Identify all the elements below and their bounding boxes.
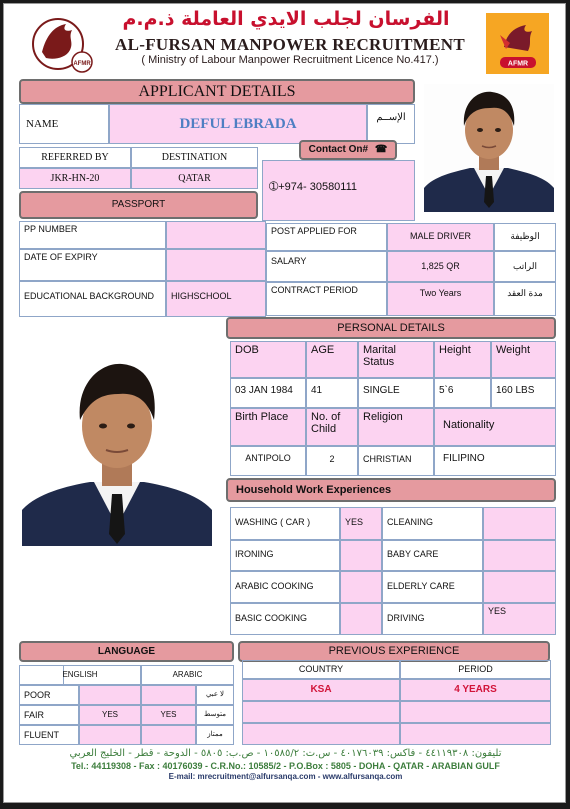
previous-row-2-period [400, 701, 551, 723]
marital-label: Marital Status [358, 341, 434, 378]
previous-experience-header [238, 641, 550, 662]
previous-row-3-country [242, 723, 400, 745]
previous-row-2-country [242, 701, 400, 723]
name-value-text: DEFUL EBRADA [179, 116, 297, 132]
salary-value: 1,825 QR [387, 251, 494, 282]
applicant-photo-large [22, 358, 212, 546]
birthplace-value: ANTIPOLO [230, 446, 306, 476]
contract-label: CONTRACT PERIOD [266, 282, 387, 316]
previous-row-1-period: 4 YEARS [400, 679, 551, 701]
nationality-label: Nationality [434, 408, 556, 446]
education-label: EDUCATIONAL BACKGROUND [19, 281, 166, 317]
footer-tel: Tel.: 44119308 - Fax : 40176039 - C.R.No.: 10585/2 - P.O.Box : 5805 - DOHA - QATAR - ARABIAN GULF [71, 761, 500, 771]
footer [4, 748, 566, 788]
driving-value: YES [483, 603, 556, 635]
contract-value: Two Years [387, 282, 494, 316]
company-name: AL-FURSAN MANPOWER RECRUITMENT [115, 35, 465, 54]
letterhead [4, 4, 566, 78]
referred-by-value: JKR-HN-20 [19, 168, 131, 189]
language-header [19, 641, 234, 662]
footer-arabic: تليفون: ٤٤١١٩٣٠٨ - فاكس: ٤٠١٧٦٠٣٩ - س.ت: ١٠٥٨٥/٢ - ص.ب: ٥٨٠٥ - الدوحة - قطر - الخليج العربي [69, 748, 502, 759]
previous-col-period: PERIOD [400, 660, 551, 679]
company-name-arabic: الفرسان لجلب الايدي العاملة ذ.م.م [122, 8, 450, 30]
contact-value-text: ➀+974- 30580111 [269, 181, 358, 193]
babycare-value [483, 540, 556, 571]
lang-fair-arabic: YES [141, 705, 196, 725]
household-title: Household Work Experiences [236, 484, 392, 496]
lang-fair-english: YES [79, 705, 141, 725]
destination-label: DESTINATION [131, 147, 258, 168]
post-label-arabic: الوظيفة [494, 223, 556, 251]
passport-title: PASSPORT [111, 199, 166, 210]
lang-poor-english [79, 685, 141, 705]
household-header [226, 478, 556, 502]
washing-value: YES [340, 507, 382, 540]
basic-cooking-label: BASIC COOKING [230, 603, 340, 635]
language-col-english: ENGLISH [19, 665, 141, 685]
svg-text:AFMR: AFMR [73, 61, 91, 67]
licence-text: ( Ministry of Labour Manpower Recruitment Licence No.417.) [141, 54, 439, 66]
salary-label: SALARY [266, 251, 387, 282]
post-label: POST APPLIED FOR [266, 223, 387, 251]
weight-value: 160 LBS [491, 378, 556, 408]
elderly-value [483, 571, 556, 603]
washing-label: WASHING ( CAR ) [230, 507, 340, 540]
cleaning-value [483, 507, 556, 540]
expiry-label: DATE OF EXPIRY [19, 249, 166, 281]
education-value: HIGHSCHOOL [166, 281, 266, 317]
height-label: Height [434, 341, 491, 378]
children-value: 2 [306, 446, 358, 476]
pp-number-value [166, 221, 266, 249]
religion-label: Religion [358, 408, 434, 446]
contact-header [299, 140, 397, 160]
elderly-label: ELDERLY CARE [382, 571, 483, 603]
dob-label: DOB [230, 341, 306, 378]
name-label-text: NAME [26, 118, 59, 130]
religion-value: CHRISTIAN [358, 446, 434, 476]
section-title: APPLICANT DETAILS [138, 83, 296, 100]
expiry-value [166, 249, 266, 281]
age-label: AGE [306, 341, 358, 378]
personal-title: PERSONAL DETAILS [337, 322, 445, 334]
contact-label: Contact On# [308, 144, 369, 155]
arabic-cooking-value [340, 571, 382, 603]
company-logo-left [32, 14, 96, 74]
company-logo-right [486, 13, 549, 74]
previous-col-country: COUNTRY [242, 660, 400, 679]
previous-row-3-period [400, 723, 551, 745]
lang-poor-arabic [141, 685, 196, 705]
salary-label-arabic: الراتب [494, 251, 556, 282]
contact-value [262, 160, 415, 221]
contract-label-arabic: مدة العقد [494, 282, 556, 316]
lang-fluent-label: FLUENT [19, 725, 79, 745]
footer-email: E-mail: mrecruitment@alfursanqa.com - www.alfursanqa.com [168, 772, 403, 781]
age-value: 41 [306, 378, 358, 408]
language-col-arabic: ARABIC [141, 665, 234, 685]
name-value [109, 104, 367, 144]
lang-poor-label: POOR [19, 685, 79, 705]
height-value: 5`6 [434, 378, 491, 408]
ironing-value [340, 540, 382, 571]
passport-header [19, 191, 258, 219]
ironing-label: IRONING [230, 540, 340, 571]
babycare-label: BABY CARE [382, 540, 483, 571]
marital-value: SINGLE [358, 378, 434, 408]
destination-value: QATAR [131, 168, 258, 189]
applicant-details-header [19, 79, 415, 104]
svg-text:AFMR: AFMR [507, 60, 529, 68]
lang-fluent-arabic [141, 725, 196, 745]
children-label: No. of Child [306, 408, 358, 446]
post-value: MALE DRIVER [387, 223, 494, 251]
lang-fair-label: FAIR [19, 705, 79, 725]
driving-label: DRIVING [382, 603, 483, 635]
name-label-arabic-text: الإســم [376, 112, 406, 123]
dob-value: 03 JAN 1984 [230, 378, 306, 408]
name-label [19, 104, 109, 144]
nationality-value: FILIPINO [434, 446, 556, 476]
lang-poor-label-arabic: لا عبي [196, 685, 234, 705]
referred-by-label: REFERRED BY [19, 147, 131, 168]
pp-number-label: PP NUMBER [19, 221, 166, 249]
lang-fair-label-arabic: متوسط [196, 705, 234, 725]
lang-fluent-english [79, 725, 141, 745]
personal-details-header [226, 317, 556, 339]
application-form [3, 3, 566, 803]
weight-label: Weight [491, 341, 556, 378]
cleaning-label: CLEANING [382, 507, 483, 540]
arabic-cooking-label: ARABIC COOKING [230, 571, 340, 603]
basic-cooking-value [340, 603, 382, 635]
name-label-arabic [367, 104, 415, 144]
applicant-photo-small [424, 84, 554, 212]
previous-row-1-country: KSA [242, 679, 400, 701]
language-title: LANGUAGE [97, 646, 156, 657]
previous-title: PREVIOUS EXPERIENCE [328, 645, 460, 657]
phone-icon: ☎ [374, 144, 388, 155]
birthplace-label: Birth Place [230, 408, 306, 446]
lang-fluent-label-arabic: ممتاز [196, 725, 234, 745]
